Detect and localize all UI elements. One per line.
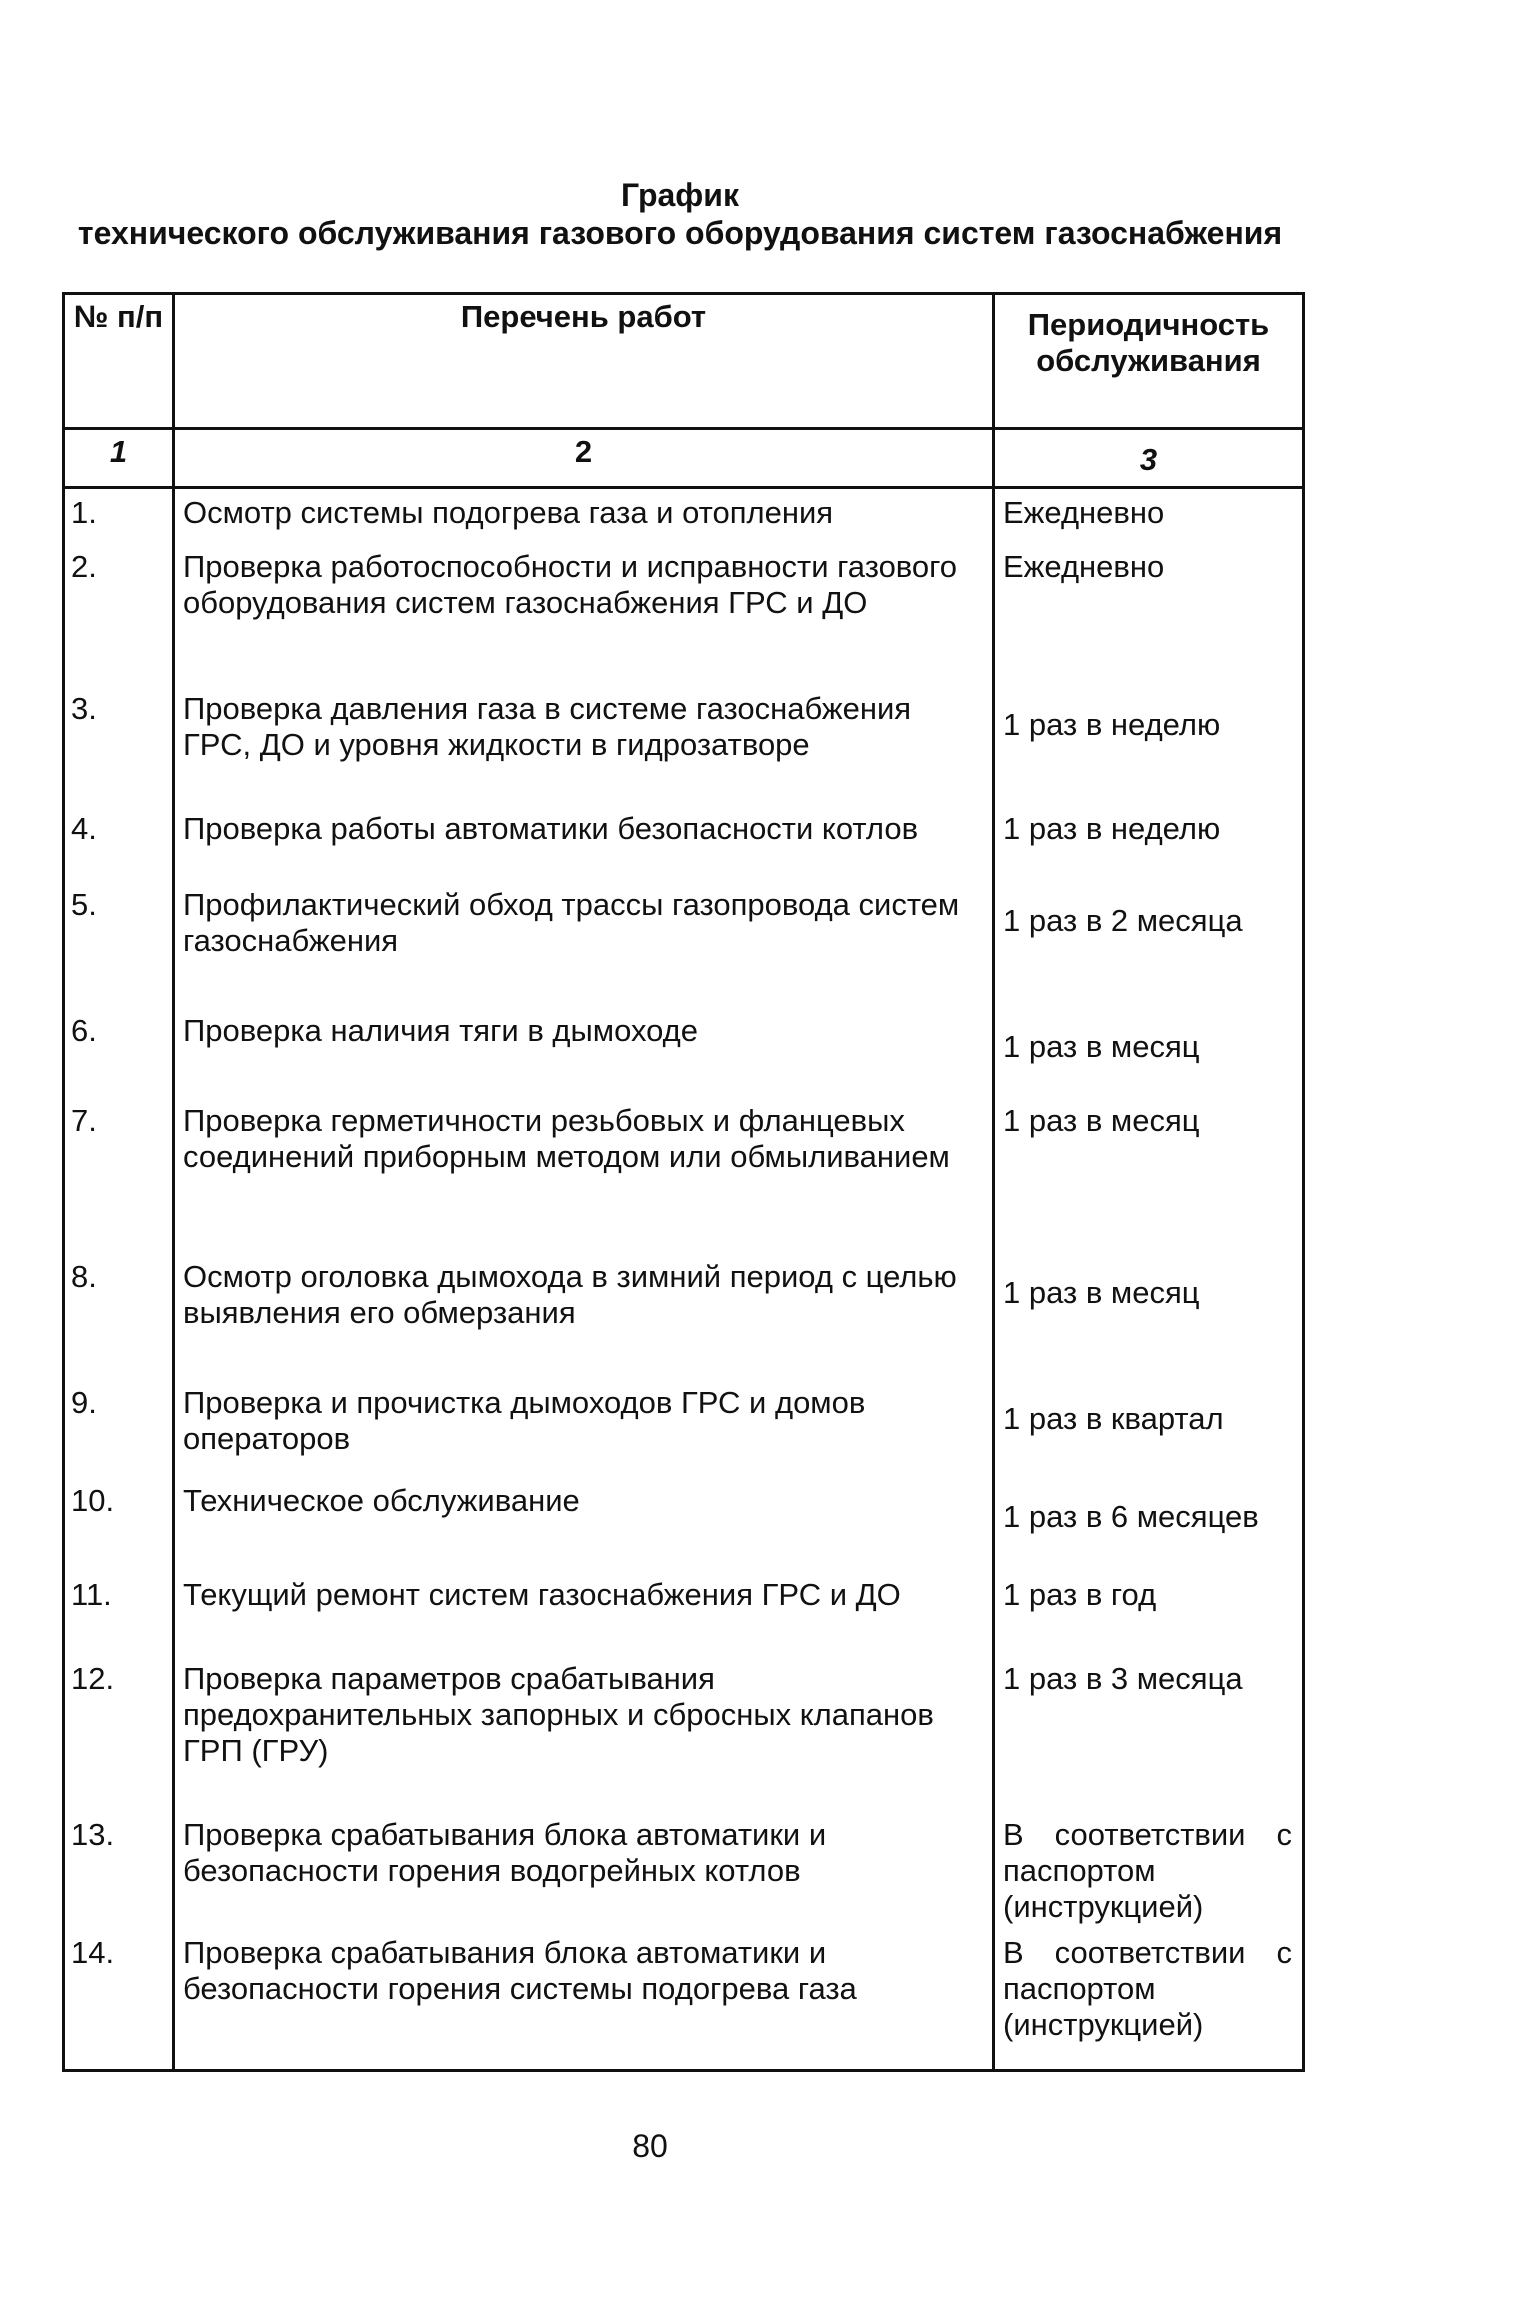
row-periodicity: Ежедневно	[994, 543, 1304, 685]
row-periodicity: 1 раз в месяц	[994, 1097, 1304, 1253]
row-number: 6.	[64, 1007, 174, 1097]
row-work: Проверка параметров срабатывания предохранительных запорных и сбросных клапанов ГРП (ГРУ)	[174, 1655, 994, 1811]
table-header-row	[64, 294, 1304, 429]
row-periodicity: 1 раз в месяц	[994, 1007, 1304, 1097]
row-work: Проверка наличия тяги в дымоходе	[174, 1007, 994, 1097]
row-periodicity: 1 раз в квартал	[994, 1379, 1304, 1477]
row-work: Текущий ремонт систем газоснабжения ГРС и ДО	[174, 1571, 994, 1655]
table-row	[64, 881, 1304, 1007]
document-subtitle: технического обслуживания газового оборудования систем газоснабжения	[77, 215, 1283, 251]
header-periodicity: Периодичность обслуживания	[994, 294, 1304, 429]
row-number: 9.	[64, 1379, 174, 1477]
row-periodicity: 1 раз в месяц	[994, 1253, 1304, 1379]
row-periodicity: В соответствии с паспортом (инструкцией)	[994, 1811, 1304, 1929]
column-number-1: 1	[64, 429, 174, 488]
table-row	[64, 1571, 1304, 1655]
header-number: № п/п	[64, 294, 174, 429]
row-work: Проверка давления газа в системе газоснабжения ГРС, ДО и уровня жидкости в гидрозатворе	[174, 685, 994, 805]
row-number: 7.	[64, 1097, 174, 1253]
row-periodicity: 1 раз в 3 месяца	[994, 1655, 1304, 1811]
row-periodicity: 1 раз в 6 месяцев	[994, 1477, 1304, 1571]
row-number: 12.	[64, 1655, 174, 1811]
row-number: 13.	[64, 1811, 174, 1929]
row-work: Проверка работоспособности и исправности газового оборудования систем газоснабжения ГРС и ДО	[174, 543, 994, 685]
row-number: 8.	[64, 1253, 174, 1379]
page-number: 80	[632, 2128, 668, 2164]
row-number: 4.	[64, 805, 174, 881]
row-periodicity: 1 раз в год	[994, 1571, 1304, 1655]
row-work: Проверка работы автоматики безопасности котлов	[174, 805, 994, 881]
table-row	[64, 1655, 1304, 1811]
row-work: Проверка и прочистка дымоходов ГРС и домов операторов	[174, 1379, 994, 1477]
row-work: Осмотр оголовка дымохода в зимний период с целью выявления его обмерзания	[174, 1253, 994, 1379]
row-periodicity: В соответствии с паспортом (инструкцией)	[994, 1929, 1304, 2071]
table-row	[64, 1811, 1304, 1929]
document-title: График	[621, 177, 739, 213]
table-row	[64, 488, 1304, 544]
row-work: Проверка срабатывания блока автоматики и безопасности горения водогрейных котлов	[174, 1811, 994, 1929]
table-row	[64, 1253, 1304, 1379]
row-work: Проверка герметичности резьбовых и фланцевых соединений приборным методом или обмыливанием	[174, 1097, 994, 1253]
table-row	[64, 1929, 1304, 2071]
header-work-list: Перечень работ	[174, 294, 994, 429]
table-row	[64, 805, 1304, 881]
row-number: 11.	[64, 1571, 174, 1655]
table-row	[64, 685, 1304, 805]
row-work: Профилактический обход трассы газопровода систем газоснабжения	[174, 881, 994, 1007]
row-periodicity: 1 раз в неделю	[994, 685, 1304, 805]
row-periodicity: Ежедневно	[994, 488, 1304, 544]
table-row	[64, 1477, 1304, 1571]
row-work: Осмотр системы подогрева газа и отопления	[174, 488, 994, 544]
row-number: 5.	[64, 881, 174, 1007]
table-row	[64, 543, 1304, 685]
table-row	[64, 1379, 1304, 1477]
row-work: Техническое обслуживание	[174, 1477, 994, 1571]
row-number: 10.	[64, 1477, 174, 1571]
row-number: 3.	[64, 685, 174, 805]
row-number: 14.	[64, 1929, 174, 2071]
maintenance-schedule-table	[62, 292, 1305, 2072]
table-row	[64, 1097, 1304, 1253]
row-work: Проверка срабатывания блока автоматики и безопасности горения системы подогрева газа	[174, 1929, 994, 2071]
column-number-row	[64, 429, 1304, 488]
row-number: 2.	[64, 543, 174, 685]
row-periodicity: 1 раз в 2 месяца	[994, 881, 1304, 1007]
column-number-3: 3	[994, 429, 1304, 488]
row-number: 1.	[64, 488, 174, 544]
row-periodicity: 1 раз в неделю	[994, 805, 1304, 881]
column-number-2: 2	[174, 429, 994, 488]
table-row	[64, 1007, 1304, 1097]
